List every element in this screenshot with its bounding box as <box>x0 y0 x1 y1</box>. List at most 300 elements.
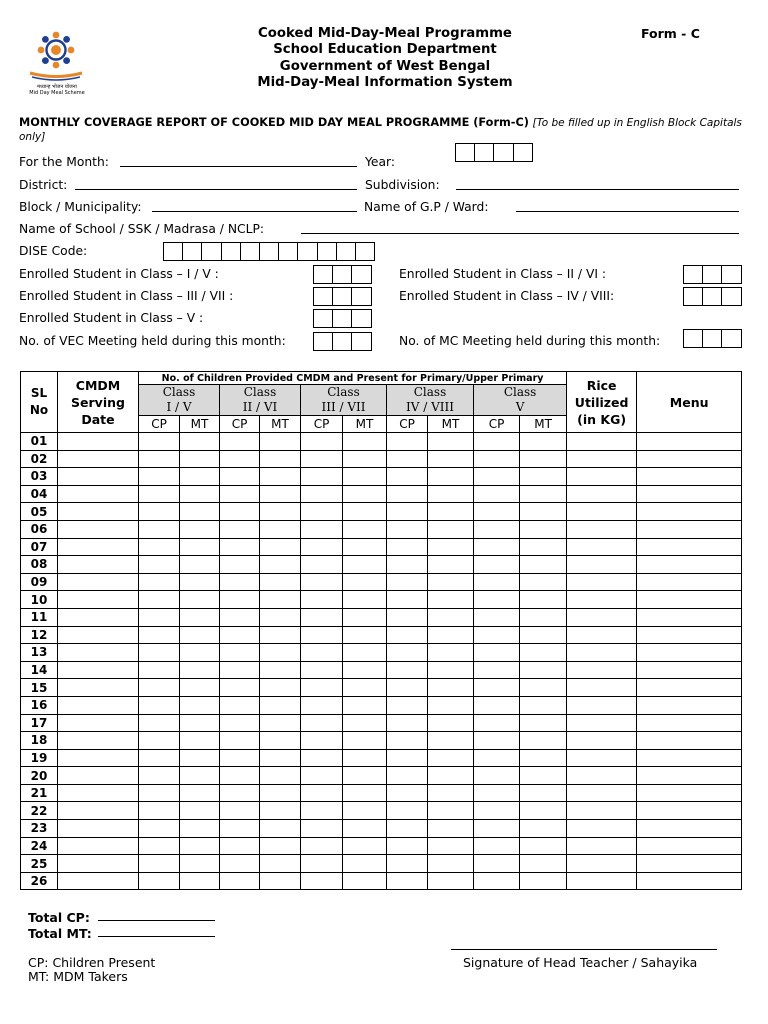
entry-cell[interactable] <box>220 520 260 538</box>
entry-cell[interactable] <box>387 485 428 503</box>
entry-cell[interactable] <box>567 485 637 503</box>
entry-cell[interactable] <box>180 820 220 838</box>
entry-cell[interactable] <box>474 784 520 802</box>
entry-cell[interactable] <box>139 749 180 767</box>
entry-cell[interactable] <box>567 714 637 732</box>
dise-code-boxes[interactable] <box>163 242 375 261</box>
entry-cell[interactable] <box>428 802 474 820</box>
entry-cell[interactable] <box>428 837 474 855</box>
entry-cell[interactable] <box>637 714 742 732</box>
entry-cell[interactable] <box>387 661 428 679</box>
enrolled-class-2-6-boxes[interactable] <box>683 265 742 284</box>
entry-cell[interactable] <box>387 837 428 855</box>
entry-cell[interactable] <box>428 556 474 574</box>
entry-cell[interactable] <box>520 679 567 697</box>
entry-cell[interactable] <box>139 714 180 732</box>
entry-cell[interactable] <box>260 520 301 538</box>
entry-cell[interactable] <box>220 644 260 662</box>
entry-cell[interactable] <box>260 872 301 890</box>
entry-cell[interactable] <box>637 855 742 873</box>
entry-cell[interactable] <box>220 714 260 732</box>
entry-cell[interactable] <box>180 556 220 574</box>
entry-cell[interactable] <box>260 644 301 662</box>
entry-cell[interactable] <box>220 608 260 626</box>
entry-cell[interactable] <box>301 591 343 609</box>
school-field[interactable] <box>301 233 739 234</box>
subdivision-field[interactable] <box>456 189 739 190</box>
entry-cell[interactable] <box>260 661 301 679</box>
gp-field[interactable] <box>516 211 739 212</box>
entry-cell[interactable] <box>260 696 301 714</box>
entry-cell[interactable] <box>520 767 567 785</box>
entry-cell[interactable] <box>567 767 637 785</box>
entry-cell[interactable] <box>520 802 567 820</box>
entry-cell[interactable] <box>58 520 139 538</box>
entry-cell[interactable] <box>343 520 387 538</box>
entry-cell[interactable] <box>58 714 139 732</box>
entry-cell[interactable] <box>58 556 139 574</box>
entry-cell[interactable] <box>180 732 220 750</box>
entry-cell[interactable] <box>220 749 260 767</box>
entry-cell[interactable] <box>301 679 343 697</box>
year-boxes[interactable] <box>455 143 533 162</box>
entry-cell[interactable] <box>387 520 428 538</box>
entry-cell[interactable] <box>567 855 637 873</box>
entry-cell[interactable] <box>474 485 520 503</box>
entry-cell[interactable] <box>260 767 301 785</box>
entry-cell[interactable] <box>637 608 742 626</box>
entry-cell[interactable] <box>343 679 387 697</box>
entry-cell[interactable] <box>180 538 220 556</box>
entry-cell[interactable] <box>301 485 343 503</box>
entry-cell[interactable] <box>567 433 637 451</box>
entry-cell[interactable] <box>220 802 260 820</box>
entry-cell[interactable] <box>520 749 567 767</box>
entry-cell[interactable] <box>428 433 474 451</box>
entry-cell[interactable] <box>180 855 220 873</box>
entry-cell[interactable] <box>474 732 520 750</box>
entry-cell[interactable] <box>58 626 139 644</box>
entry-cell[interactable] <box>301 732 343 750</box>
entry-cell[interactable] <box>343 661 387 679</box>
entry-cell[interactable] <box>474 767 520 785</box>
entry-cell[interactable] <box>301 556 343 574</box>
entry-cell[interactable] <box>58 855 139 873</box>
entry-cell[interactable] <box>637 433 742 451</box>
entry-cell[interactable] <box>180 450 220 468</box>
entry-cell[interactable] <box>58 591 139 609</box>
entry-cell[interactable] <box>637 820 742 838</box>
entry-cell[interactable] <box>387 732 428 750</box>
enrolled-class-3-7-boxes[interactable] <box>313 287 372 306</box>
entry-cell[interactable] <box>139 661 180 679</box>
entry-cell[interactable] <box>637 468 742 486</box>
entry-cell[interactable] <box>520 503 567 521</box>
entry-cell[interactable] <box>343 503 387 521</box>
entry-cell[interactable] <box>428 732 474 750</box>
entry-cell[interactable] <box>567 696 637 714</box>
entry-cell[interactable] <box>220 433 260 451</box>
entry-cell[interactable] <box>180 837 220 855</box>
entry-cell[interactable] <box>220 661 260 679</box>
entry-cell[interactable] <box>260 485 301 503</box>
entry-cell[interactable] <box>139 732 180 750</box>
entry-cell[interactable] <box>260 855 301 873</box>
entry-cell[interactable] <box>637 485 742 503</box>
entry-cell[interactable] <box>474 538 520 556</box>
entry-cell[interactable] <box>58 872 139 890</box>
entry-cell[interactable] <box>343 644 387 662</box>
entry-cell[interactable] <box>520 714 567 732</box>
entry-cell[interactable] <box>220 837 260 855</box>
mc-meeting-boxes[interactable] <box>683 329 742 348</box>
entry-cell[interactable] <box>343 749 387 767</box>
entry-cell[interactable] <box>139 767 180 785</box>
entry-cell[interactable] <box>567 820 637 838</box>
entry-cell[interactable] <box>343 855 387 873</box>
entry-cell[interactable] <box>567 608 637 626</box>
entry-cell[interactable] <box>180 468 220 486</box>
entry-cell[interactable] <box>301 872 343 890</box>
entry-cell[interactable] <box>260 538 301 556</box>
district-field[interactable] <box>75 189 357 190</box>
entry-cell[interactable] <box>474 644 520 662</box>
entry-cell[interactable] <box>387 503 428 521</box>
entry-cell[interactable] <box>474 855 520 873</box>
block-field[interactable] <box>152 211 357 212</box>
entry-cell[interactable] <box>180 573 220 591</box>
entry-cell[interactable] <box>520 784 567 802</box>
entry-cell[interactable] <box>180 872 220 890</box>
entry-cell[interactable] <box>180 626 220 644</box>
entry-cell[interactable] <box>520 608 567 626</box>
entry-cell[interactable] <box>301 784 343 802</box>
entry-cell[interactable] <box>387 872 428 890</box>
entry-cell[interactable] <box>139 520 180 538</box>
entry-cell[interactable] <box>260 468 301 486</box>
entry-cell[interactable] <box>343 626 387 644</box>
entry-cell[interactable] <box>343 802 387 820</box>
signature-line[interactable] <box>451 949 717 950</box>
entry-cell[interactable] <box>220 468 260 486</box>
entry-cell[interactable] <box>428 520 474 538</box>
entry-cell[interactable] <box>260 820 301 838</box>
entry-cell[interactable] <box>220 679 260 697</box>
entry-cell[interactable] <box>387 784 428 802</box>
entry-cell[interactable] <box>637 644 742 662</box>
entry-cell[interactable] <box>343 468 387 486</box>
entry-cell[interactable] <box>220 696 260 714</box>
entry-cell[interactable] <box>260 591 301 609</box>
entry-cell[interactable] <box>343 538 387 556</box>
entry-cell[interactable] <box>637 802 742 820</box>
entry-cell[interactable] <box>180 661 220 679</box>
entry-cell[interactable] <box>520 661 567 679</box>
entry-cell[interactable] <box>474 714 520 732</box>
entry-cell[interactable] <box>637 837 742 855</box>
entry-cell[interactable] <box>301 573 343 591</box>
month-field[interactable] <box>120 166 357 167</box>
entry-cell[interactable] <box>139 872 180 890</box>
entry-cell[interactable] <box>520 433 567 451</box>
entry-cell[interactable] <box>567 732 637 750</box>
entry-cell[interactable] <box>428 468 474 486</box>
entry-cell[interactable] <box>567 503 637 521</box>
entry-cell[interactable] <box>343 450 387 468</box>
entry-cell[interactable] <box>301 661 343 679</box>
entry-cell[interactable] <box>139 820 180 838</box>
entry-cell[interactable] <box>260 714 301 732</box>
entry-cell[interactable] <box>220 767 260 785</box>
entry-cell[interactable] <box>520 696 567 714</box>
entry-cell[interactable] <box>387 538 428 556</box>
entry-cell[interactable] <box>428 767 474 785</box>
entry-cell[interactable] <box>58 767 139 785</box>
entry-cell[interactable] <box>474 802 520 820</box>
entry-cell[interactable] <box>139 855 180 873</box>
entry-cell[interactable] <box>58 820 139 838</box>
entry-cell[interactable] <box>220 450 260 468</box>
entry-cell[interactable] <box>58 661 139 679</box>
entry-cell[interactable] <box>343 573 387 591</box>
enrolled-class-4-8-boxes[interactable] <box>683 287 742 306</box>
entry-cell[interactable] <box>260 608 301 626</box>
entry-cell[interactable] <box>474 591 520 609</box>
entry-cell[interactable] <box>567 450 637 468</box>
entry-cell[interactable] <box>428 855 474 873</box>
entry-cell[interactable] <box>520 626 567 644</box>
entry-cell[interactable] <box>567 837 637 855</box>
entry-cell[interactable] <box>428 872 474 890</box>
entry-cell[interactable] <box>387 767 428 785</box>
entry-cell[interactable] <box>637 520 742 538</box>
entry-cell[interactable] <box>520 820 567 838</box>
entry-cell[interactable] <box>180 784 220 802</box>
entry-cell[interactable] <box>180 749 220 767</box>
entry-cell[interactable] <box>387 644 428 662</box>
entry-cell[interactable] <box>387 626 428 644</box>
entry-cell[interactable] <box>139 837 180 855</box>
entry-cell[interactable] <box>58 485 139 503</box>
entry-cell[interactable] <box>637 556 742 574</box>
entry-cell[interactable] <box>58 433 139 451</box>
entry-cell[interactable] <box>520 520 567 538</box>
entry-cell[interactable] <box>260 749 301 767</box>
entry-cell[interactable] <box>520 485 567 503</box>
entry-cell[interactable] <box>474 749 520 767</box>
entry-cell[interactable] <box>428 538 474 556</box>
entry-cell[interactable] <box>474 696 520 714</box>
entry-cell[interactable] <box>343 433 387 451</box>
entry-cell[interactable] <box>637 450 742 468</box>
entry-cell[interactable] <box>58 573 139 591</box>
entry-cell[interactable] <box>567 784 637 802</box>
entry-cell[interactable] <box>260 450 301 468</box>
entry-cell[interactable] <box>220 855 260 873</box>
entry-cell[interactable] <box>474 520 520 538</box>
entry-cell[interactable] <box>180 485 220 503</box>
entry-cell[interactable] <box>139 784 180 802</box>
entry-cell[interactable] <box>428 485 474 503</box>
entry-cell[interactable] <box>387 608 428 626</box>
entry-cell[interactable] <box>474 679 520 697</box>
entry-cell[interactable] <box>58 696 139 714</box>
entry-cell[interactable] <box>520 837 567 855</box>
entry-cell[interactable] <box>220 538 260 556</box>
entry-cell[interactable] <box>180 608 220 626</box>
entry-cell[interactable] <box>637 538 742 556</box>
vec-meeting-boxes[interactable] <box>313 332 372 351</box>
entry-cell[interactable] <box>301 837 343 855</box>
entry-cell[interactable] <box>139 556 180 574</box>
entry-cell[interactable] <box>58 837 139 855</box>
entry-cell[interactable] <box>428 608 474 626</box>
entry-cell[interactable] <box>58 644 139 662</box>
entry-cell[interactable] <box>139 573 180 591</box>
total-cp-field[interactable] <box>98 920 215 921</box>
entry-cell[interactable] <box>260 433 301 451</box>
entry-cell[interactable] <box>301 450 343 468</box>
entry-cell[interactable] <box>301 696 343 714</box>
entry-cell[interactable] <box>343 872 387 890</box>
entry-cell[interactable] <box>220 573 260 591</box>
entry-cell[interactable] <box>567 556 637 574</box>
entry-cell[interactable] <box>180 591 220 609</box>
entry-cell[interactable] <box>139 503 180 521</box>
entry-cell[interactable] <box>637 696 742 714</box>
entry-cell[interactable] <box>567 679 637 697</box>
entry-cell[interactable] <box>637 749 742 767</box>
entry-cell[interactable] <box>343 767 387 785</box>
entry-cell[interactable] <box>637 626 742 644</box>
entry-cell[interactable] <box>474 450 520 468</box>
total-mt-field[interactable] <box>98 936 215 937</box>
entry-cell[interactable] <box>343 485 387 503</box>
entry-cell[interactable] <box>520 732 567 750</box>
entry-cell[interactable] <box>387 679 428 697</box>
entry-cell[interactable] <box>220 872 260 890</box>
entry-cell[interactable] <box>637 503 742 521</box>
entry-cell[interactable] <box>474 626 520 644</box>
entry-cell[interactable] <box>260 626 301 644</box>
entry-cell[interactable] <box>58 784 139 802</box>
entry-cell[interactable] <box>567 591 637 609</box>
entry-cell[interactable] <box>180 802 220 820</box>
entry-cell[interactable] <box>637 872 742 890</box>
entry-cell[interactable] <box>428 591 474 609</box>
entry-cell[interactable] <box>220 503 260 521</box>
entry-cell[interactable] <box>220 784 260 802</box>
entry-cell[interactable] <box>220 626 260 644</box>
entry-cell[interactable] <box>260 784 301 802</box>
entry-cell[interactable] <box>567 468 637 486</box>
entry-cell[interactable] <box>301 802 343 820</box>
entry-cell[interactable] <box>301 767 343 785</box>
entry-cell[interactable] <box>387 820 428 838</box>
entry-cell[interactable] <box>343 784 387 802</box>
enrolled-class-1-5-boxes[interactable] <box>313 265 372 284</box>
entry-cell[interactable] <box>58 679 139 697</box>
entry-cell[interactable] <box>474 433 520 451</box>
entry-cell[interactable] <box>428 450 474 468</box>
entry-cell[interactable] <box>58 503 139 521</box>
entry-cell[interactable] <box>260 556 301 574</box>
entry-cell[interactable] <box>301 714 343 732</box>
entry-cell[interactable] <box>387 696 428 714</box>
entry-cell[interactable] <box>520 591 567 609</box>
entry-cell[interactable] <box>180 767 220 785</box>
entry-cell[interactable] <box>180 644 220 662</box>
entry-cell[interactable] <box>428 626 474 644</box>
entry-cell[interactable] <box>139 485 180 503</box>
entry-cell[interactable] <box>520 556 567 574</box>
entry-cell[interactable] <box>387 802 428 820</box>
entry-cell[interactable] <box>520 468 567 486</box>
entry-cell[interactable] <box>520 573 567 591</box>
entry-cell[interactable] <box>139 696 180 714</box>
entry-cell[interactable] <box>387 591 428 609</box>
entry-cell[interactable] <box>180 679 220 697</box>
entry-cell[interactable] <box>428 749 474 767</box>
entry-cell[interactable] <box>220 732 260 750</box>
entry-cell[interactable] <box>220 556 260 574</box>
entry-cell[interactable] <box>428 714 474 732</box>
entry-cell[interactable] <box>139 538 180 556</box>
entry-cell[interactable] <box>301 820 343 838</box>
entry-cell[interactable] <box>301 644 343 662</box>
entry-cell[interactable] <box>520 538 567 556</box>
entry-cell[interactable] <box>567 802 637 820</box>
entry-cell[interactable] <box>301 520 343 538</box>
entry-cell[interactable] <box>637 573 742 591</box>
entry-cell[interactable] <box>180 503 220 521</box>
entry-cell[interactable] <box>474 820 520 838</box>
entry-cell[interactable] <box>428 696 474 714</box>
entry-cell[interactable] <box>428 661 474 679</box>
entry-cell[interactable] <box>301 855 343 873</box>
entry-cell[interactable] <box>474 608 520 626</box>
entry-cell[interactable] <box>301 749 343 767</box>
entry-cell[interactable] <box>474 468 520 486</box>
entry-cell[interactable] <box>387 433 428 451</box>
entry-cell[interactable] <box>260 573 301 591</box>
entry-cell[interactable] <box>387 855 428 873</box>
entry-cell[interactable] <box>301 503 343 521</box>
entry-cell[interactable] <box>260 732 301 750</box>
entry-cell[interactable] <box>260 802 301 820</box>
entry-cell[interactable] <box>474 573 520 591</box>
enrolled-class-5-boxes[interactable] <box>313 309 372 328</box>
entry-cell[interactable] <box>58 749 139 767</box>
entry-cell[interactable] <box>428 679 474 697</box>
entry-cell[interactable] <box>139 608 180 626</box>
entry-cell[interactable] <box>387 556 428 574</box>
entry-cell[interactable] <box>58 450 139 468</box>
entry-cell[interactable] <box>220 820 260 838</box>
entry-cell[interactable] <box>180 714 220 732</box>
entry-cell[interactable] <box>567 661 637 679</box>
entry-cell[interactable] <box>428 573 474 591</box>
entry-cell[interactable] <box>343 556 387 574</box>
entry-cell[interactable] <box>220 485 260 503</box>
entry-cell[interactable] <box>180 696 220 714</box>
entry-cell[interactable] <box>180 520 220 538</box>
entry-cell[interactable] <box>567 644 637 662</box>
entry-cell[interactable] <box>567 573 637 591</box>
entry-cell[interactable] <box>520 450 567 468</box>
entry-cell[interactable] <box>428 820 474 838</box>
entry-cell[interactable] <box>180 433 220 451</box>
